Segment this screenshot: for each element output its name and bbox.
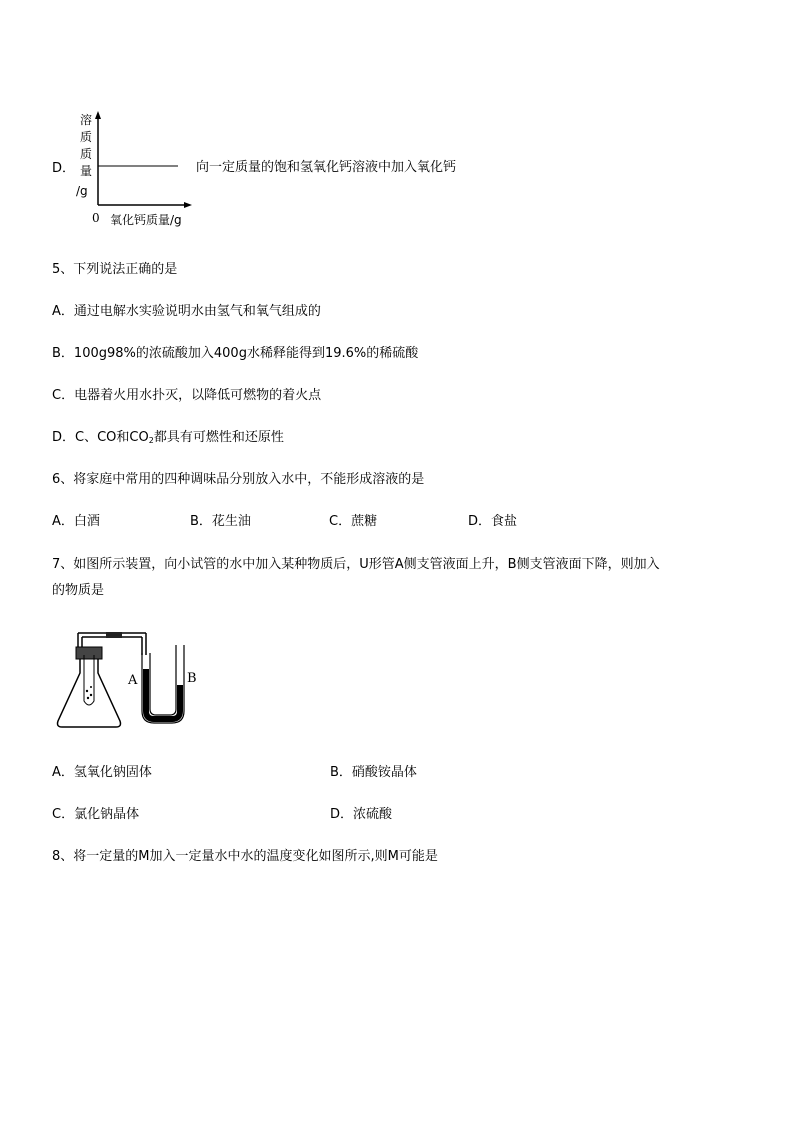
q8-stem: 8、将一定量的M加入一定量水中水的温度变化如图所示,则M可能是 xyxy=(52,849,438,864)
erlenmeyer-flask xyxy=(58,655,121,727)
x-axis-label: 氧化钙质量/g xyxy=(110,213,182,227)
graph-description: 向一定质量的饱和氢氧化钙溶液中加入氧化钙 xyxy=(196,160,457,175)
y-axis-arrow xyxy=(95,111,101,119)
q7-stem-line2: 的物质是 xyxy=(52,583,105,598)
q6-option-d: D．食盐 xyxy=(468,514,518,529)
option-letter-d: D． xyxy=(52,161,76,176)
q6-option-b: B．花生油 xyxy=(190,514,251,529)
y-axis-char: 质 xyxy=(79,147,92,161)
rubber-connector xyxy=(106,632,122,638)
q7-stem-line1: 7、如图所示装置，向小试管的水中加入某种物质后，U形管A侧支管液面上升，B侧支管液面下降，则加入 xyxy=(52,557,660,572)
q5-option-c: C．电器着火用水扑灭，以降低可燃物的着火点 xyxy=(52,388,322,403)
q5-option-b: B．100g98%的浓硫酸加入400g水稀释能得到19.6%的稀硫酸 xyxy=(52,346,419,361)
graph-origin: 0 xyxy=(92,211,100,225)
y-axis-char: 量 xyxy=(79,164,92,178)
q5-option-d-subscript: 2 xyxy=(148,436,154,445)
u-tube-label-b: B xyxy=(187,671,197,686)
q6-option-c: C．蔗糖 xyxy=(329,514,378,529)
q6-stem: 6、将家庭中常用的四种调味品分别放入水中，不能形成溶液的是 xyxy=(52,472,425,487)
q5-option-d-prefix: D．C、CO和CO xyxy=(52,430,149,445)
q5-stem: 5、下列说法正确的是 xyxy=(52,262,178,277)
y-axis-char: 质 xyxy=(79,130,92,144)
rubber-stopper xyxy=(76,647,102,659)
q5-option-d xyxy=(52,430,284,449)
q7-option-c: C．氯化钠晶体 xyxy=(52,807,140,822)
y-axis-unit: /g xyxy=(76,184,88,198)
q7-option-b: B．硝酸铵晶体 xyxy=(330,765,417,780)
y-axis-char: 溶 xyxy=(79,113,92,127)
u-tube-liquid xyxy=(146,669,180,719)
q5-option-a: A．通过电解水实验说明水由氢气和氧气组成的 xyxy=(52,304,321,319)
u-tube-label-a: A xyxy=(128,673,138,688)
q6-option-a: A．白酒 xyxy=(52,514,100,529)
q5-option-d-suffix: 都具有可燃性和还原性 xyxy=(153,430,284,445)
q7-option-d: D．浓硫酸 xyxy=(330,807,393,822)
q7-option-a: A．氢氧化钠固体 xyxy=(52,765,152,780)
x-axis-arrow xyxy=(184,202,192,208)
